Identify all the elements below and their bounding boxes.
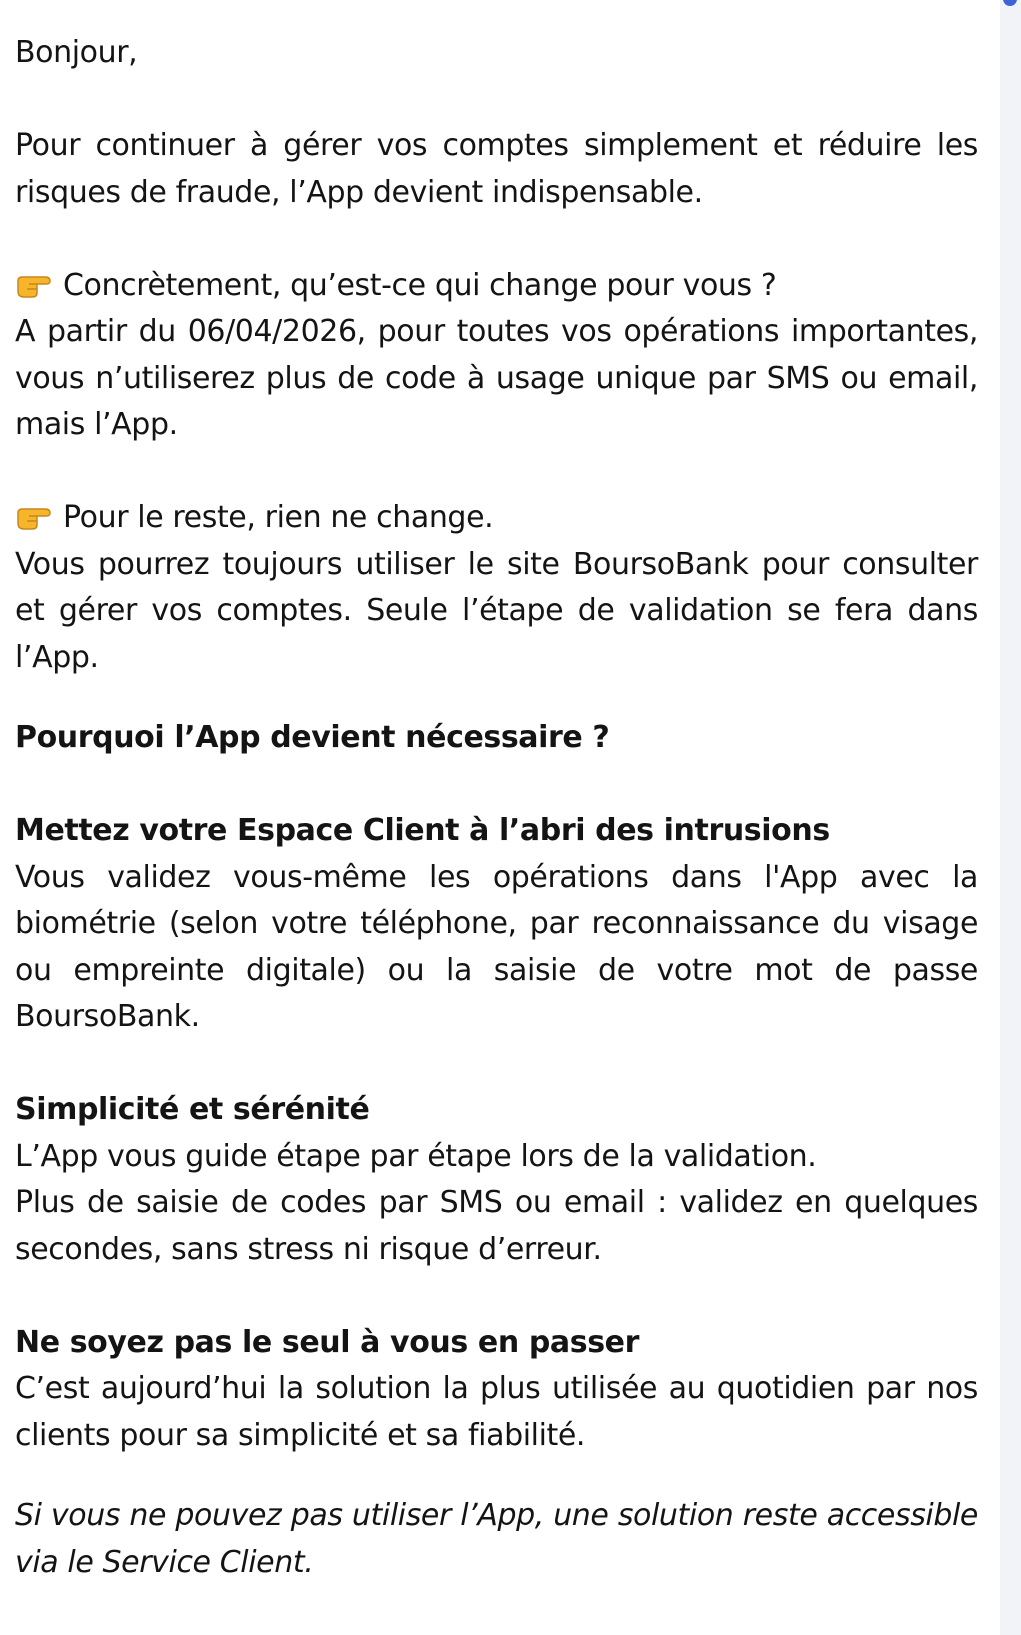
block2-line1: L’App vous guide étape par étape lors de la validation. [15, 1138, 817, 1174]
email-body [15, 30, 978, 1586]
spacer [15, 216, 978, 263]
section2-body: Vous pourrez toujours utiliser le site BoursoBank pour consulter et gérer vos comptes. Seule l’étape de validation se fera dans l’App. [15, 546, 978, 675]
block2-heading: Simplicité et sérénité [15, 1092, 370, 1127]
spacer [15, 449, 978, 496]
section1-body: A partir du 06/04/2026, pour toutes vos opérations importantes, vous n’utiliserez plus de code à usage unique par SMS ou email, mais l’App. [15, 314, 978, 442]
pointing-hand-icon [15, 269, 55, 299]
block1-heading: Mettez votre Espace Client à l’abri des intrusions [15, 813, 830, 848]
why-heading: Pourquoi l’App devient nécessaire ? [15, 720, 610, 755]
spacer [15, 1041, 978, 1088]
scrollbar-track[interactable] [1000, 0, 1021, 1635]
block1-body: Vous validez vous-même les opérations dans l'App avec la biométrie (selon votre téléphone, par reconnaissance du visage ou empreinte digitale) ou la saisie de votre mot de passe BoursoBank. [15, 859, 978, 1034]
spacer [15, 762, 978, 809]
block3-body: C’est aujourd’hui la solution la plus utilisée au quotidien par nos clients pour sa simplicité et sa fiabilité. [15, 1371, 978, 1453]
block3-heading: Ne soyez pas le seul à vous en passer [15, 1324, 639, 1360]
spacer [15, 77, 978, 124]
section2-title: Pour le reste, rien ne change. [63, 500, 494, 535]
section2-title-line [15, 495, 978, 542]
spacer [15, 1273, 978, 1320]
footnote: Si vous ne pouvez pas utiliser l’App, une solution reste accessible via le Service Client. [15, 1498, 978, 1580]
section1-title: Concrètement, qu’est-ce qui change pour vous ? [63, 267, 777, 303]
greeting: Bonjour, [15, 35, 138, 70]
section1-title-line [15, 263, 978, 310]
spacer [15, 1459, 978, 1493]
block2-line2: Plus de saisie de codes par SMS ou email : validez en quelques secondes, sans stress ni risque d’erreur. [15, 1185, 978, 1267]
spacer [15, 681, 978, 715]
intro-paragraph: Pour continuer à gérer vos comptes simplement et réduire les risques de fraude, l’App devient indispensable. [15, 128, 978, 210]
pointing-hand-icon [15, 501, 55, 531]
